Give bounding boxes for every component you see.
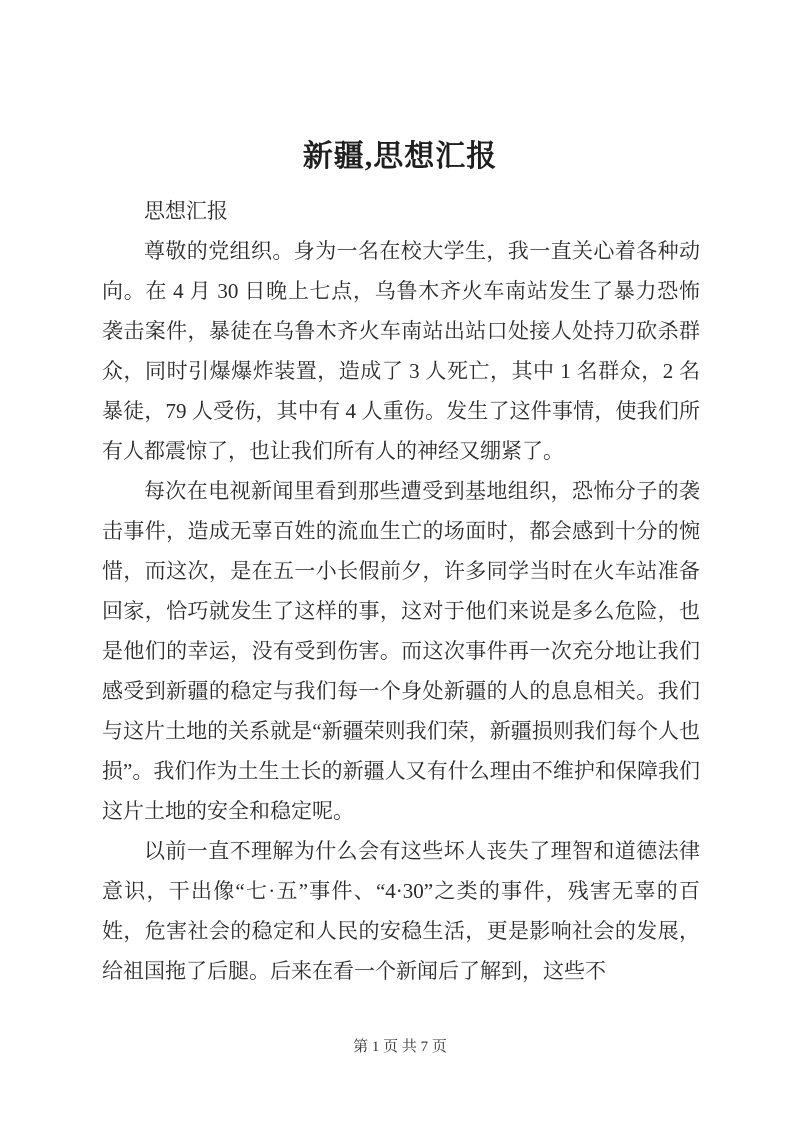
paragraph-4: 以前一直不理解为什么会有这些坏人丧失了理智和道德法律意识，干出像“七·五”事件、“4·30”之类的事件，残害无辜的百姓，危害社会的稳定和人民的安稳生活，更是影响社会的发展，给祖国拖了后腿。后来在看一个新闻后了解到，这些不 (102, 839, 700, 983)
paragraph-1: 思想汇报 (144, 199, 228, 223)
page-footer (0, 1038, 800, 1056)
paragraph-2: 尊敬的党组织。身为一名在校大学生，我一直关心着各种动向。在 4 月 30 日晚上七点，乌鲁木齐火车南站发生了暴力恐怖袭击案件，暴徒在乌鲁木齐火车南站出站口处接人处持刀砍杀群众，同时引爆爆炸装置，造成了 3 人死亡，其中 1 名群众，2 名暴徒，79 人受伤，其中有 4 人重伤。发生了这件事情，使我们所有人都震惊了，也让我们所有人的神经又绷紧了。 (102, 239, 700, 463)
paragraph-list (0, 176, 800, 991)
paragraph-3: 每次在电视新闻里看到那些遭受到基地组织，恐怖分子的袭击事件，造成无辜百姓的流血生亡的场面时，都会感到十分的惋惜，而这次，是在五一小长假前夕，许多同学当时在火车站准备回家，恰巧就发生了这样的事，这对于他们来说是多么危险，也是他们的幸运，没有受到伤害。而这次事件再一次充分地让我们感受到新疆的稳定与我们每一个身处新疆的人的息息相关。我们与这片土地的关系就是“新疆荣则我们荣，新疆损则我们每个人也损”。我们作为土生土长的新疆人又有什么理由不维护和保障我们这片土地的安全和稳定呢。 (102, 479, 700, 823)
document-title: 新疆,思想汇报 (302, 140, 498, 173)
page-number-label: 第 1 页 共 7 页 (353, 1039, 447, 1055)
